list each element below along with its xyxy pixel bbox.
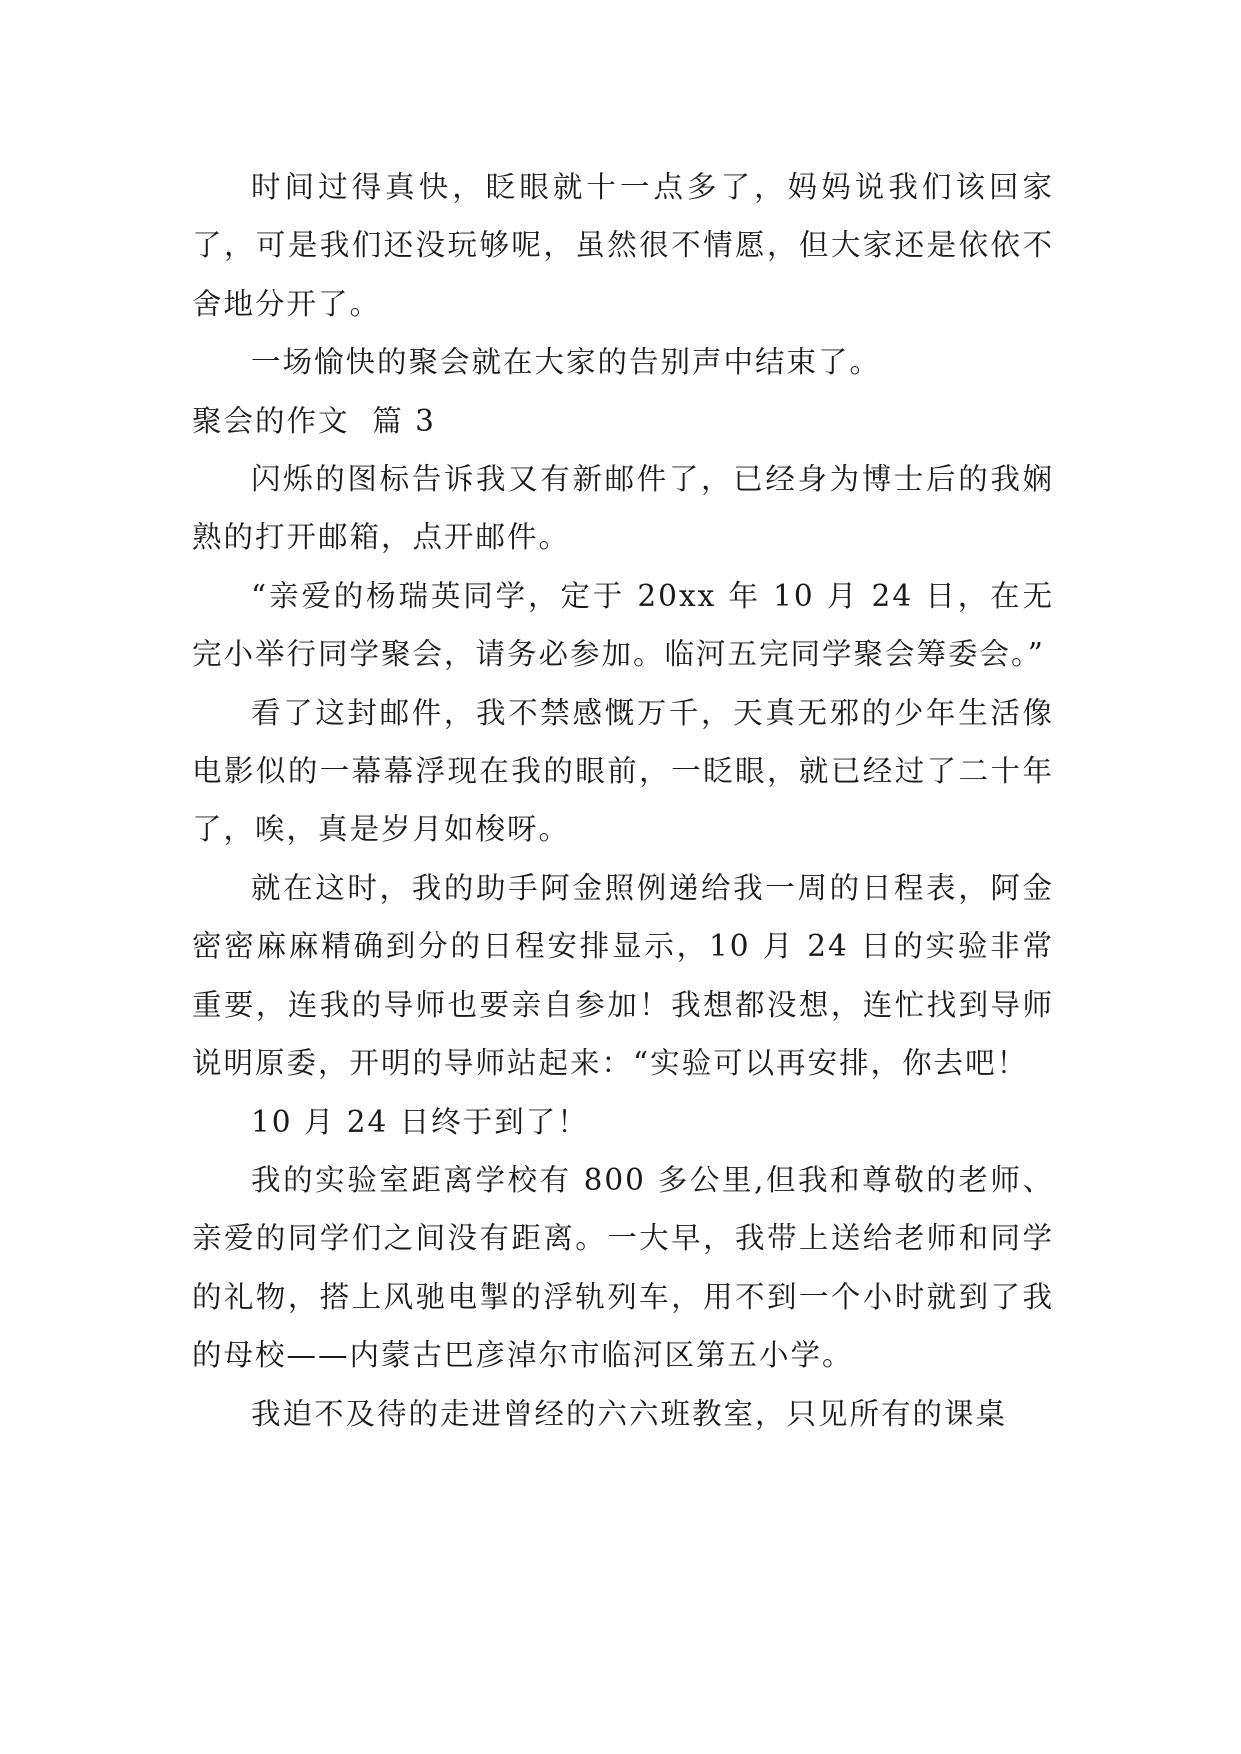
paragraph: 看了这封邮件，我不禁感慨万千，天真无邪的少年生活像电影似的一幕幕浮现在我的眼前，一眨眼，就已经过了二十年了，唉，真是岁月如梭呀。 [192, 695, 1054, 847]
section-heading: 聚会的作文 篇 3 [192, 403, 436, 438]
paragraph: 闪烁的图标告诉我又有新邮件了，已经身为博士后的我娴熟的打开邮箱，点开邮件。 [192, 462, 1054, 555]
paragraph: 就在这时，我的助手阿金照例递给我一周的日程表，阿金密密麻麻精确到分的日程安排显示，10 月 24 日的实验非常重要，连我的导师也要亲自参加！我想都没想，连忙找到导师说明原委，开明的导师站起来：“实验可以再安排，你去吧！ [192, 870, 1054, 1081]
paragraph: 一场愉快的聚会就在大家的告别声中结束了。 [251, 345, 882, 380]
paragraph: 时间过得真快，眨眼就十一点多了，妈妈说我们该回家了，可是我们还没玩够呢，虽然很不情愿，但大家还是依依不舍地分开了。 [192, 170, 1054, 321]
paragraph: 我迫不及待的走进曾经的六六班教室，只见所有的课桌 [251, 1396, 1008, 1431]
document-body [192, 158, 1054, 1443]
paragraph: 10 月 24 日终于到了！ [251, 1104, 589, 1139]
paragraph: 我的实验室距离学校有 800 多公里,但我和尊敬的老师、亲爱的同学们之间没有距离。一大早，我带上送给老师和同学的礼物，搭上风驰电掣的浮轨列车，用不到一个小时就到了我的母校——内蒙古巴彦淖尔市临河区第五小学。 [192, 1162, 1054, 1373]
paragraph: “亲爱的杨瑞英同学，定于 20xx 年 10 月 24 日，在无完小举行同学聚会，请务必参加。临河五完同学聚会筹委会。” [192, 578, 1054, 672]
